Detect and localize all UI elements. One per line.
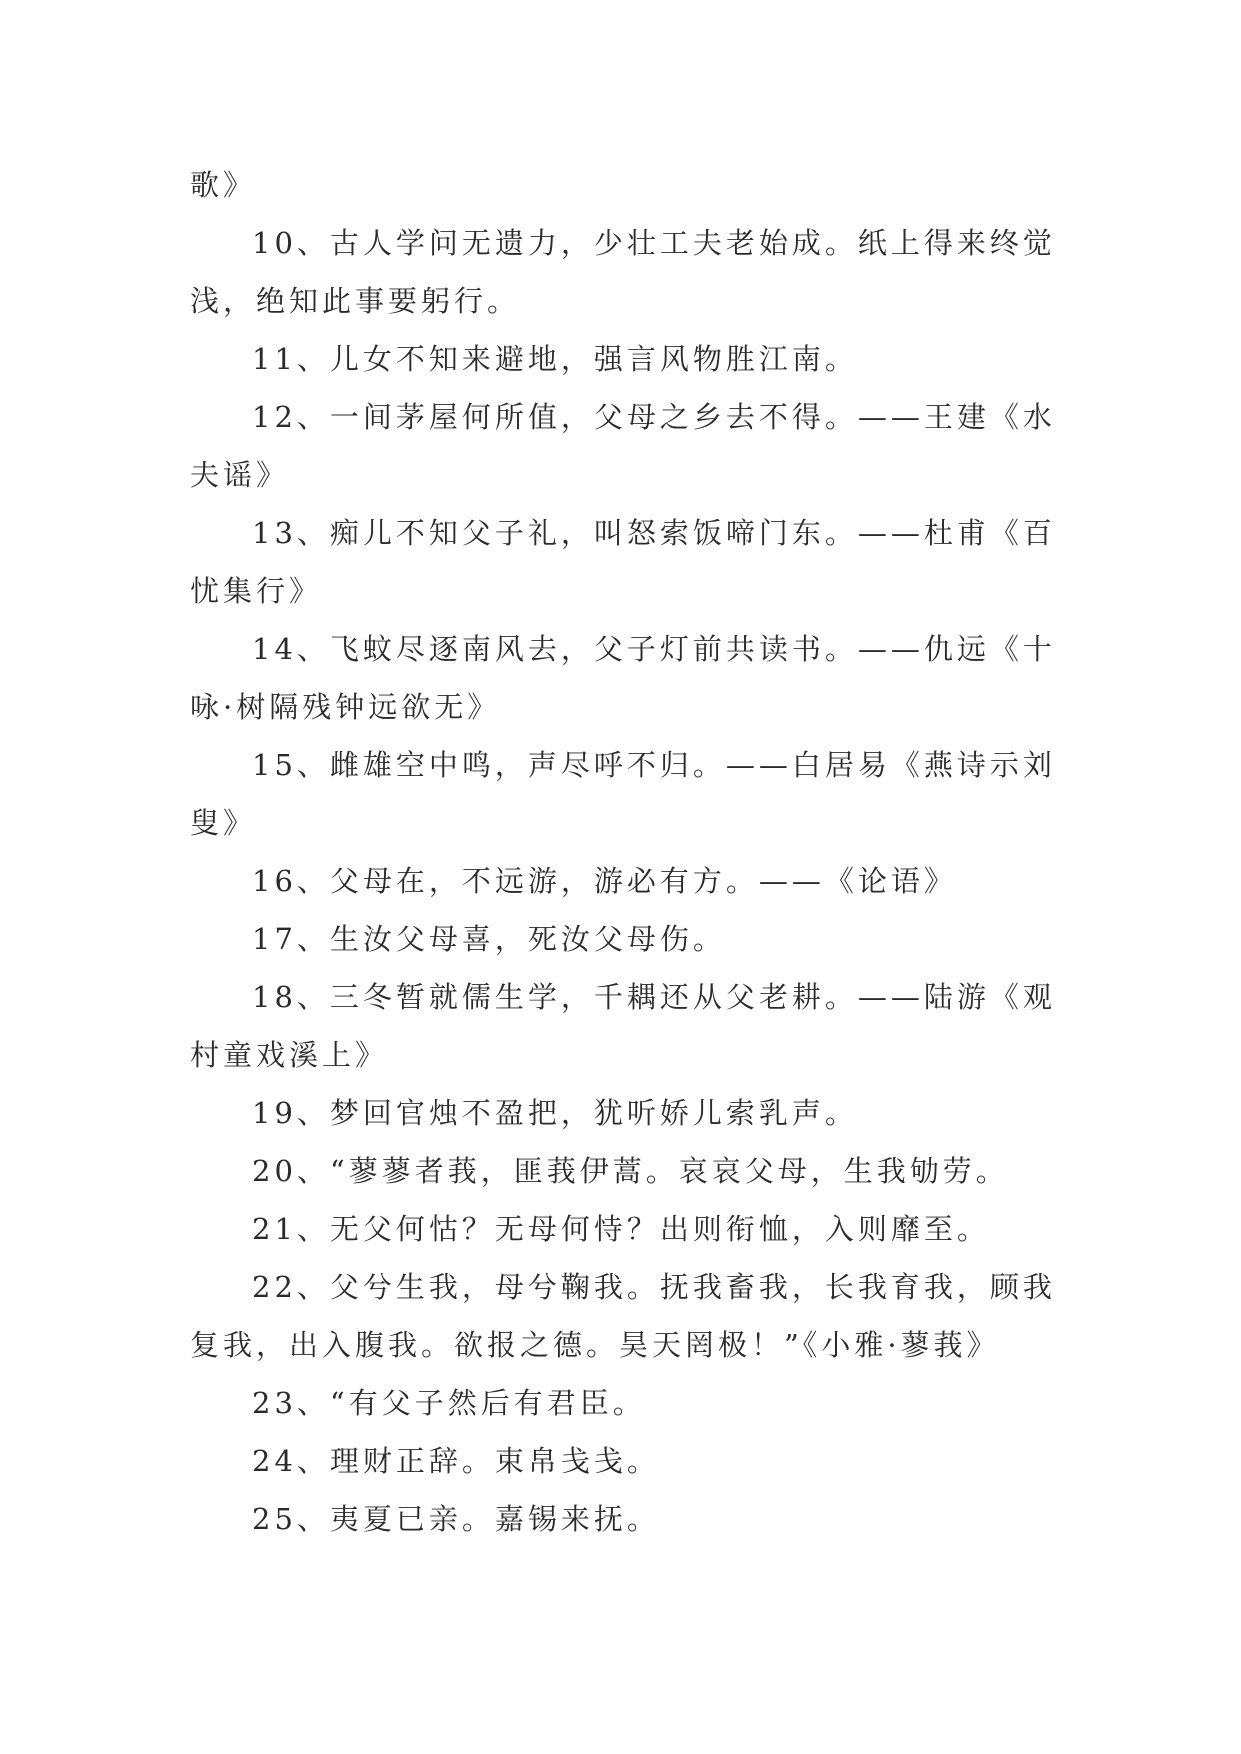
- paragraph-line: 12、一间茅屋何所值，父母之乡去不得。——王建《水: [252, 400, 1056, 434]
- paragraph: [190, 1490, 1090, 1548]
- paragraph-line: 18、三冬暂就儒生学，千耦还从父老耕。——陆游《观: [252, 980, 1056, 1014]
- paragraph: [190, 156, 1090, 214]
- paragraph: [190, 214, 1090, 330]
- paragraph-line: 20、“蓼蓼者莪，匪莪伊蒿。哀哀父母，生我劬劳。: [252, 1154, 1009, 1188]
- paragraph-line: 浅，绝知此事要躬行。: [190, 284, 521, 318]
- paragraph-line: 叟》: [190, 806, 257, 840]
- paragraph: [190, 1374, 1090, 1432]
- paragraph-line: 25、夷夏已亲。嘉锡来抚。: [252, 1502, 660, 1536]
- paragraph-line: 咏·树隔残钟远欲无》: [190, 690, 501, 724]
- paragraph-line: 23、“有父子然后有君臣。: [252, 1386, 646, 1420]
- paragraph-line: 22、父兮生我，母兮鞠我。抚我畜我，长我育我，顾我: [252, 1270, 1056, 1304]
- paragraph-line: 忧集行》: [190, 574, 323, 608]
- paragraph-line: 19、梦回官烛不盈把，犹听娇儿索乳声。: [252, 1096, 858, 1130]
- paragraph-line: 复我，出入腹我。欲报之德。昊天罔极！”《小雅·蓼莪》: [190, 1328, 1000, 1362]
- paragraph: [190, 620, 1090, 736]
- paragraph-line: 16、父母在，不远游，游必有方。——《论语》: [252, 864, 957, 898]
- paragraph-line: 24、理财正辞。束帛戋戋。: [252, 1444, 660, 1478]
- paragraph: [190, 388, 1090, 504]
- paragraph-line: 15、雌雄空中鸣，声尽呼不归。——白居易《燕诗示刘: [252, 748, 1056, 782]
- paragraph: [190, 504, 1090, 620]
- paragraph: [190, 1084, 1090, 1142]
- paragraph: [190, 968, 1090, 1084]
- paragraph: [190, 736, 1090, 852]
- paragraph-line: 14、飞蚊尽逐南风去，父子灯前共读书。——仇远《十: [252, 632, 1056, 666]
- paragraph-line: 村童戏溪上》: [190, 1038, 389, 1072]
- paragraph-line: 17、生汝父母喜，死汝父母伤。: [252, 922, 726, 956]
- paragraph: [190, 1142, 1090, 1200]
- paragraph: [190, 1432, 1090, 1490]
- paragraph-line: 歌》: [190, 168, 257, 202]
- paragraph-line: 11、儿女不知来避地，强言风物胜江南。: [252, 342, 858, 376]
- paragraph: [190, 910, 1090, 968]
- paragraph: [190, 852, 1090, 910]
- paragraph: [190, 1200, 1090, 1258]
- document-body: [190, 156, 1090, 1548]
- paragraph-line: 21、无父何怙？无母何恃？出则衔恤，入则靡至。: [252, 1212, 990, 1246]
- paragraph: [190, 1258, 1090, 1374]
- paragraph: [190, 330, 1090, 388]
- paragraph-line: 13、痴儿不知父子礼，叫怒索饭啼门东。——杜甫《百: [252, 516, 1056, 550]
- paragraph-line: 夫谣》: [190, 458, 290, 492]
- paragraph-line: 10、古人学问无遗力，少壮工夫老始成。纸上得来终觉: [252, 226, 1056, 260]
